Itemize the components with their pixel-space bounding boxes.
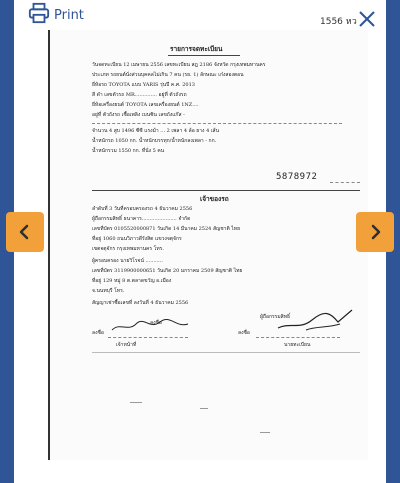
owner-signature-label: ผู้ถือกรรมสิทธิ์	[260, 314, 291, 320]
owner-row: เลขที่บัตร 3119900000651 วันเกิด 20 มกราคม 2509 สัญชาติ ไทย	[92, 268, 243, 274]
serial-number: 5878972	[276, 172, 318, 182]
print-label: Print	[54, 7, 84, 23]
reg-row: สี ดำ เลขตัวรถ MR.............. อยู่ที่ ตัวถังรถ	[92, 92, 187, 98]
signature-label-left: ลงชื่อ	[92, 330, 104, 336]
page-marker: 1556 หว	[320, 17, 357, 27]
owner-row: ผู้ถือกรรมสิทธิ์ ธนาคาร...................... จำกัด	[92, 216, 191, 222]
reg-row: จำนวน 4 สูบ 1496 ซีซี แรงม้า ... 2 เพลา 4 ล้อ ยาง 4 เส้น	[92, 128, 220, 134]
officer-role: เจ้าหน้าที่	[116, 342, 137, 348]
reg-row: น้ำหนักรวม 1550 กก. ที่นั่ง 5 คน	[92, 148, 165, 154]
owner-row: ที่อยู่ 1060 ถนนวิภาวดีรังสิต แขวงจตุจักร	[92, 236, 182, 242]
print-button[interactable]	[28, 4, 84, 26]
owner-heading: เจ้าของรถ	[200, 195, 229, 203]
handwritten-signature	[276, 308, 356, 334]
owner-row: ผู้ครอบครอง นายวิโรจน์ ...........	[92, 258, 163, 264]
owner-row: เลขที่บัตร 0105520000871 วันเกิด 14 มีนาคม 2524 สัญชาติ ไทย	[92, 226, 241, 232]
chevron-right-icon	[367, 224, 383, 240]
vehicle-registration-document	[48, 30, 368, 460]
signature-label-right: ลงชื่อ	[238, 330, 250, 336]
reg-row: ยี่ห้อรถ TOYOTA แบบ YARIS รุ่นปี ค.ศ. 2013	[92, 82, 195, 88]
next-page-button[interactable]	[356, 212, 394, 252]
reg-row: น้ำหนักรถ 1050 กก. น้ำหนักบรรทุก/น้ำหนักลงเพลา - กก.	[92, 138, 217, 144]
owner-row: ที่อยู่ 129 หมู่ 8 ต.ตลาดขวัญ อ.เมือง	[92, 278, 172, 284]
owner-row: ลำดับที่ 3 วันที่ครอบครองรถ 4 ธันวาคม 2556	[92, 206, 193, 212]
owner-row: สัญญาเช่าซื้อเลขที่ ลงวันที่ 4 ธันวาคม 2556	[92, 300, 189, 306]
reg-row: ประเภท รถยนต์นั่งส่วนบุคคลไม่เกิน 7 คน (รย. 1) ลักษณะ เก๋งสองตอน	[92, 72, 244, 78]
printer-icon	[28, 2, 50, 28]
reg-row: ยี่ห้อเครื่องยนต์ TOYOTA เลขเครื่องยนต์ 1NZ....	[92, 102, 199, 108]
handwritten-signature	[110, 316, 190, 336]
document-title: รายการจดทะเบียน	[170, 45, 223, 53]
previous-page-button[interactable]	[6, 212, 44, 252]
reg-row: วันจดทะเบียน 12 เมษายน 2556 เลขทะเบียน สฎ 2186 จังหวัด กรุงเทพมหานคร	[92, 62, 266, 68]
close-button[interactable]	[358, 10, 376, 28]
reg-row: อยู่ที่ ตัวถังรถ เชื้อเพลิง เบนซิน เลขถังแก๊ส -	[92, 112, 185, 118]
registrar-role: นายทะเบียน	[284, 342, 311, 348]
signature-label-left: ลงชื่อ	[150, 320, 162, 326]
owner-row: เขตจตุจักร กรุงเทพมหานคร โทร.	[92, 246, 164, 252]
owner-row: จ.นนทบุรี โทร.	[92, 288, 125, 294]
close-icon	[358, 10, 376, 28]
chevron-left-icon	[17, 224, 33, 240]
